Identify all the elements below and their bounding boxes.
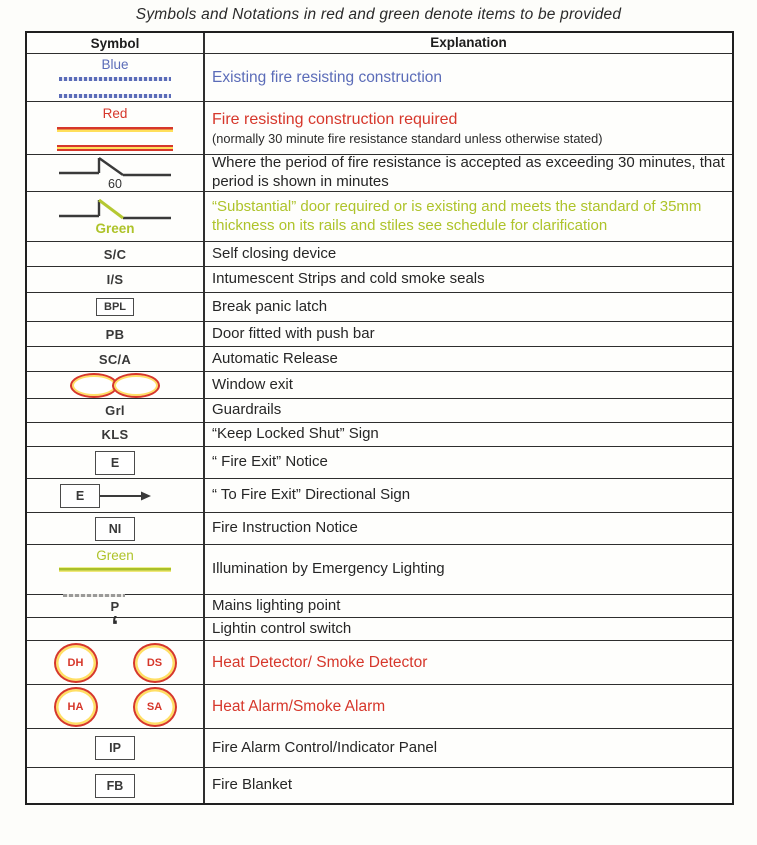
explanation-cell xyxy=(205,399,732,422)
symbol-cell xyxy=(27,610,205,640)
explanation-text: “ Fire Exit” Notice xyxy=(212,453,328,471)
symbol-cell xyxy=(27,513,205,544)
symbol-code: PB xyxy=(105,326,125,342)
header-symbol-label: Symbol xyxy=(27,33,205,53)
explanation-cell xyxy=(205,545,732,594)
table-row xyxy=(27,321,732,346)
explanation-cell xyxy=(205,192,732,241)
table-row xyxy=(27,512,732,544)
table-row xyxy=(27,53,732,101)
table-row xyxy=(27,266,732,292)
symbol-cell xyxy=(27,267,205,292)
blue-hatched-line xyxy=(59,94,171,98)
symbol-code: Grl xyxy=(105,403,125,418)
explanation-cell xyxy=(205,155,732,191)
symbol-cell xyxy=(27,729,205,767)
red-highlight-line xyxy=(57,127,173,132)
explanation-cell xyxy=(205,322,732,346)
table-row xyxy=(27,398,732,422)
explanation-text: Illumination by Emergency Lighting xyxy=(212,560,445,578)
table-row xyxy=(27,640,732,684)
table-row xyxy=(27,767,732,803)
header-explanation-label: Explanation xyxy=(430,34,507,50)
explanation-cell xyxy=(205,513,732,544)
symbol-code: P xyxy=(110,598,120,614)
table-row xyxy=(27,684,732,728)
emergency-lighting-line xyxy=(59,567,171,572)
explanation-text: Existing fire resisting construction xyxy=(212,68,443,86)
explanation-cell xyxy=(205,641,732,684)
alarm-circle xyxy=(54,687,98,727)
symbol-cell xyxy=(27,479,205,512)
table-row xyxy=(27,478,732,512)
arrow-icon xyxy=(100,490,152,502)
directional-sign-symbol xyxy=(60,484,152,508)
explanation-cell xyxy=(205,768,732,803)
symbol-cell xyxy=(27,155,205,191)
table-row xyxy=(27,422,732,446)
explanation-cell xyxy=(205,447,732,478)
explanation-text: Window exit xyxy=(212,375,293,393)
symbol-code: SC/A xyxy=(98,351,132,367)
explanation-cell xyxy=(205,618,732,640)
symbol-cell xyxy=(27,102,205,154)
symbol-cell xyxy=(27,641,205,684)
explanation-text: Where the period of fire resistance is accepted as exceeding 30 minutes, that period is shown in minutes xyxy=(212,154,725,190)
detector-symbols xyxy=(54,643,177,683)
detector-circle xyxy=(54,643,98,683)
blue-label: Blue xyxy=(101,57,129,72)
window-exit-ellipse xyxy=(70,373,118,398)
symbol-cell xyxy=(27,293,205,321)
table-row xyxy=(27,371,732,398)
boxed-symbol: NI xyxy=(95,517,135,541)
explanation-cell xyxy=(205,242,732,266)
green-label: Green xyxy=(96,548,134,563)
symbol-cell xyxy=(27,372,205,398)
symbol-cell xyxy=(27,447,205,478)
red-label: Red xyxy=(102,105,128,121)
boxed-symbol: E xyxy=(60,484,100,508)
legend-table xyxy=(25,31,734,805)
boxed-symbol: E xyxy=(95,451,135,475)
alarm-circle xyxy=(133,687,177,727)
alarm-circle-label: SA xyxy=(146,700,163,713)
explanation-text: Heat Detector/ Smoke Detector xyxy=(212,653,428,671)
explanation-text: Fire Instruction Notice xyxy=(212,519,358,537)
detector-circle-label: DH xyxy=(67,656,84,669)
symbol-cell xyxy=(27,545,205,594)
rating-60-label: 60 xyxy=(108,176,122,191)
explanation-cell xyxy=(205,293,732,321)
table-row xyxy=(27,594,732,617)
explanation-text: Self closing device xyxy=(212,244,337,262)
door-swing-icon xyxy=(55,156,175,178)
detector-circle xyxy=(133,643,177,683)
table-header xyxy=(27,33,732,53)
explanation-cell xyxy=(205,347,732,371)
red-highlight-double-line xyxy=(57,145,173,151)
explanation-text: Guardrails xyxy=(212,401,282,419)
table-row xyxy=(27,101,732,154)
explanation-cell xyxy=(205,479,732,512)
explanation-text: Fire Blanket xyxy=(212,776,293,794)
table-row xyxy=(27,728,732,767)
table-row xyxy=(27,610,732,640)
boxed-symbol: BPL xyxy=(96,298,134,316)
alarm-circle-label: HA xyxy=(67,700,84,713)
explanation-text: Intumescent Strips and cold smoke seals xyxy=(212,270,485,288)
detector-circle-label: DS xyxy=(146,656,163,669)
table-row xyxy=(27,346,732,371)
boxed-symbol: IP xyxy=(95,736,135,760)
explanation-cell xyxy=(205,102,732,154)
symbol-cell xyxy=(27,347,205,371)
symbol-cell xyxy=(27,768,205,803)
symbol-cell xyxy=(27,399,205,422)
explanation-cell xyxy=(205,685,732,728)
explanation-cell xyxy=(205,54,732,101)
table-row xyxy=(27,154,732,191)
symbol-cell xyxy=(27,242,205,266)
green-label: Green xyxy=(95,221,135,236)
explanation-text: Automatic Release xyxy=(212,349,338,367)
alarm-symbols xyxy=(54,687,177,727)
explanation-cell xyxy=(205,267,732,292)
symbol-code: I/S xyxy=(106,272,124,287)
symbol-code: S/C xyxy=(103,246,127,262)
switch-glyph: ‘ xyxy=(111,610,119,640)
explanation-cell xyxy=(205,423,732,446)
explanation-text: “ To Fire Exit” Directional Sign xyxy=(212,486,411,504)
explanation-text: Lightin control switch xyxy=(212,619,352,637)
symbol-cell xyxy=(27,322,205,346)
explanation-text: Fire resisting construction required xyxy=(212,110,458,128)
explanation-text: “Keep Locked Shut” Sign xyxy=(212,425,379,443)
symbol-code: KLS xyxy=(101,427,129,442)
window-exit-ellipse xyxy=(112,373,160,398)
door-swing-green-icon xyxy=(55,197,175,221)
symbol-cell xyxy=(27,423,205,446)
explanation-text: Fire Alarm Control/Indicator Panel xyxy=(212,738,438,756)
table-row xyxy=(27,241,732,266)
table-row xyxy=(27,446,732,478)
explanation-cell xyxy=(205,372,732,398)
explanation-cell xyxy=(205,595,732,617)
explanation-text: “Substantial” door required or is existing and meets the standard of 35mm thickness on its rails and stiles see schedule for clarification xyxy=(212,197,702,234)
blue-hatched-line xyxy=(59,77,171,81)
table-row xyxy=(27,191,732,241)
explanation-text: Mains lighting point xyxy=(212,596,341,614)
symbol-cell xyxy=(27,685,205,728)
explanation-cell xyxy=(205,729,732,767)
explanation-note: (normally 30 minute fire resistance standard unless otherwise stated) xyxy=(212,130,603,146)
boxed-symbol: FB xyxy=(95,774,135,798)
explanation-text: Break panic latch xyxy=(212,297,328,315)
symbol-cell xyxy=(27,192,205,241)
explanation-text: Door fitted with push bar xyxy=(212,324,375,342)
explanation-text: Heat Alarm/Smoke Alarm xyxy=(212,697,386,715)
page-title: Symbols and Notations in red and green denote items to be provided xyxy=(135,6,622,23)
table-row xyxy=(27,292,732,321)
table-row xyxy=(27,544,732,594)
window-exit-symbol xyxy=(70,373,160,398)
symbol-cell xyxy=(27,54,205,101)
